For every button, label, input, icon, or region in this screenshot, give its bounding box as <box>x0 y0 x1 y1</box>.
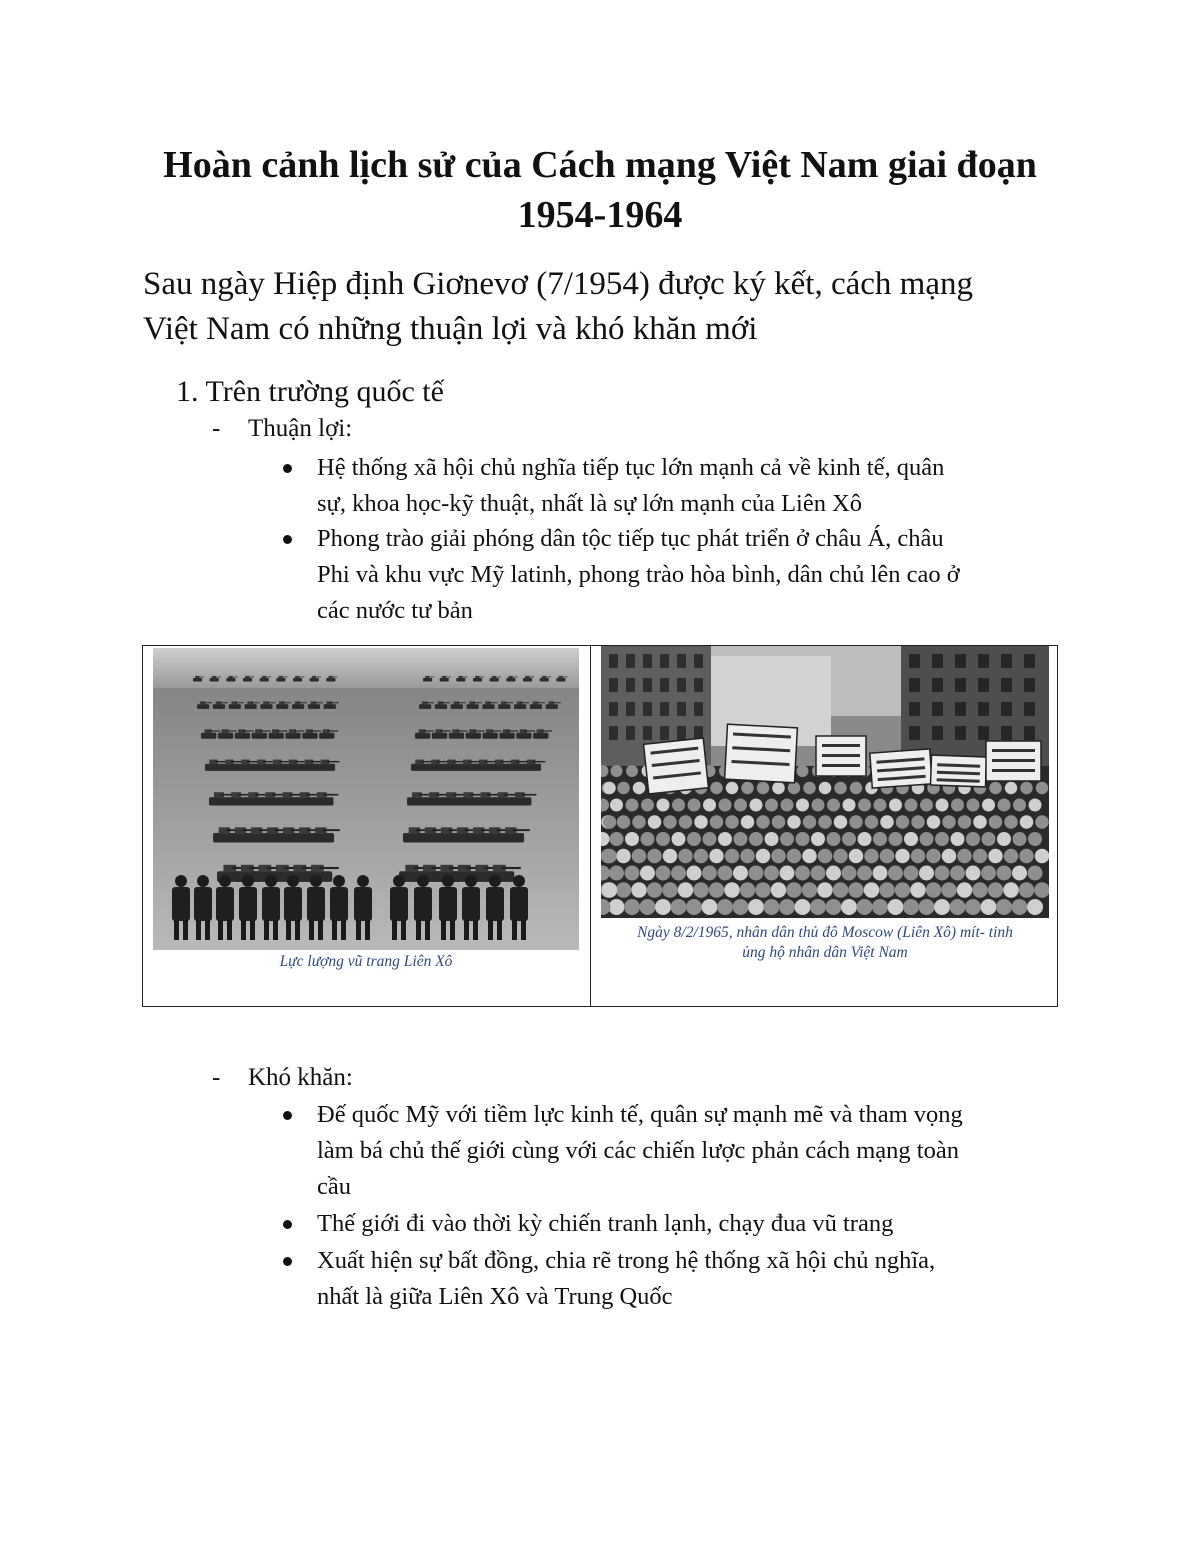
bullet-icon <box>283 1257 292 1266</box>
caption-line: Lực lượng vũ trang Liên Xô <box>279 953 453 970</box>
intro-line-2: Việt Nam có những thuận lợi và khó khăn mới <box>143 311 758 347</box>
dash-marker: - <box>212 415 221 442</box>
list-item-line: làm bá chủ thế giới cùng với các chiến lược phản cách mạng toàn <box>317 1137 959 1164</box>
title-line-1: Hoàn cảnh lịch sử của Cách mạng Việt Nam giai đoạn <box>163 144 1037 186</box>
list-item-line: Xuất hiện sự bất đồng, chia rẽ trong hệ thống xã hội chủ nghĩa, <box>317 1247 936 1274</box>
figure-caption <box>601 923 1049 963</box>
list-item-line: nhất là giữa Liên Xô và Trung Quốc <box>317 1283 673 1310</box>
intro-paragraph <box>143 262 1073 352</box>
figure-caption <box>153 952 579 972</box>
list-item-line: cầu <box>317 1173 351 1200</box>
table-divider <box>590 646 591 1006</box>
document-title <box>0 140 1200 240</box>
section-heading-international: 1. Trên trường quốc tế <box>176 375 444 408</box>
figure-table <box>142 645 1058 1007</box>
list-item-line: Thế giới đi vào thời kỳ chiến tranh lạnh, chạy đua vũ trang <box>317 1210 894 1237</box>
list-item-line: sự, khoa học-kỹ thuật, nhất là sự lớn mạnh của Liên Xô <box>317 490 863 517</box>
caption-line: Ngày 8/2/1965, nhân dân thủ đô Moscow (Liên Xô) mít- tinh <box>637 924 1013 941</box>
list-item-line: Phi và khu vực Mỹ latinh, phong trào hòa bình, dân chủ lên cao ở <box>317 561 960 588</box>
bullet-icon <box>283 535 292 544</box>
dash-marker: - <box>212 1064 221 1091</box>
intro-line-1: Sau ngày Hiệp định Giơnevơ (7/1954) được ký kết, cách mạng <box>143 266 973 302</box>
title-line-2: 1954-1964 <box>517 194 683 236</box>
caption-line: ủng hộ nhân dân Việt Nam <box>742 944 908 961</box>
bullet-icon <box>283 1220 292 1229</box>
protest-rally-photo <box>601 646 1049 918</box>
bullet-icon <box>283 1111 292 1120</box>
difficulties-label: Khó khăn: <box>248 1064 353 1091</box>
difficulties-heading <box>212 1061 353 1095</box>
list-item-line: Đế quốc Mỹ với tiềm lực kinh tế, quân sự mạnh mẽ và tham vọng <box>317 1101 963 1128</box>
list-item-line: các nước tư bản <box>317 597 473 624</box>
advantages-heading <box>212 412 352 446</box>
military-parade-photo <box>153 648 579 950</box>
list-item-line: Phong trào giải phóng dân tộc tiếp tục phát triển ở châu Á, châu <box>317 525 944 552</box>
advantages-label: Thuận lợi: <box>248 415 353 442</box>
bullet-icon <box>283 464 292 473</box>
list-item-line: Hệ thống xã hội chủ nghĩa tiếp tục lớn mạnh cả về kinh tế, quân <box>317 454 945 481</box>
